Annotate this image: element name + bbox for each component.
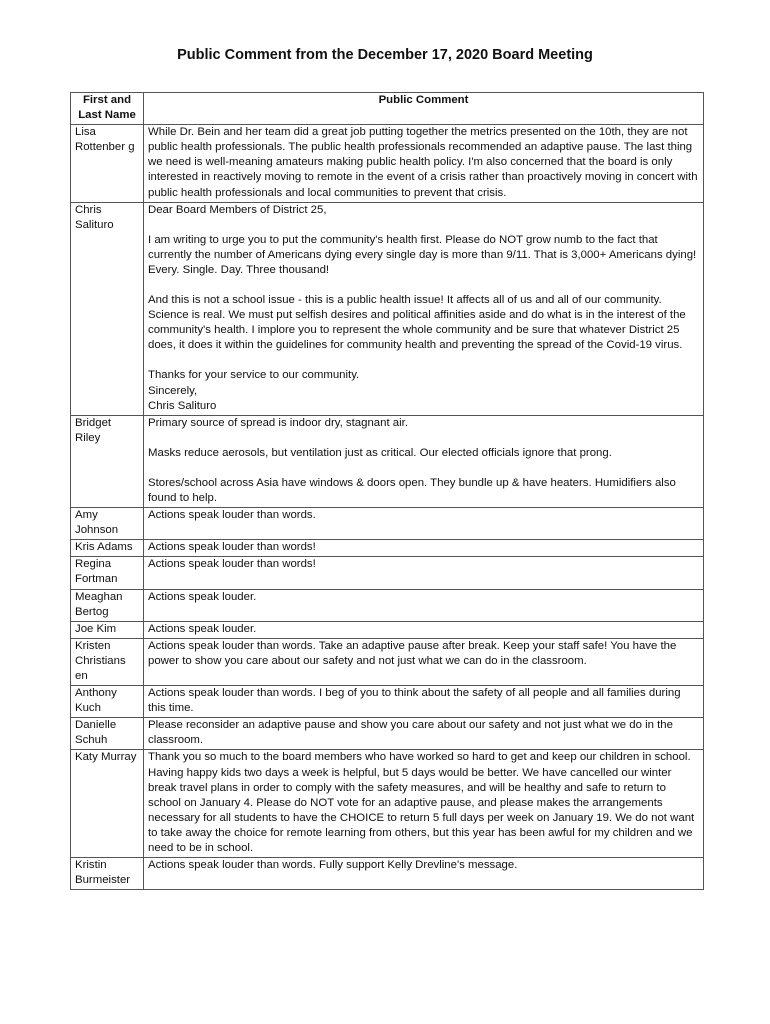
comment-text xyxy=(144,686,704,718)
comment-text xyxy=(144,202,704,415)
comment-text xyxy=(144,125,704,202)
comment-text xyxy=(144,718,704,750)
header-name: First and Last Name xyxy=(71,93,144,125)
commenter-name: Lisa Rottenber g xyxy=(71,125,144,202)
comment-paragraph: Thank you so much to the board members who have worked so hard to get and keep our children in school. Having happy kids two days a week is helpful, but 5 days would be better. We have cancelled our winter break travel plans in order to comply with the safety measures, and will be healthy and safe to return to school on January 4. Please do NOT vote for an adaptive pause, and please makes the arrangements necessary for all students to have the CHOICE to return 5 full days per week on January 19. We do not want to take away the choice for remote learning from others, but this year has been awful for my children and we need to be in school. xyxy=(148,751,695,855)
commenter-name: Joe Kim xyxy=(71,621,144,638)
comment-text xyxy=(144,589,704,621)
comment-paragraph: Actions speak louder. xyxy=(148,590,257,603)
comment-text xyxy=(144,638,704,685)
commenter-name: Kristen Christians en xyxy=(71,638,144,685)
document-title: Public Comment from the December 17, 2020 Board Meeting xyxy=(177,47,593,63)
comment-paragraph: And this is not a school issue - this is a public health issue! It affects all of us and all of our community. Science is real. We must put selfish desires and political affinities aside and do what is in the interest of the community's health. I implore you to represent the whole community and be sure that whatever District 25 does, it does it within the guidelines for community health and preventing the spread of the Covid-19 virus. xyxy=(148,294,686,352)
comment-paragraph: Actions speak louder. xyxy=(148,622,257,635)
comment-text xyxy=(144,415,704,507)
comment-paragraph: Dear Board Members of District 25, xyxy=(148,203,327,216)
comment-text xyxy=(144,621,704,638)
comment-paragraph: Actions speak louder than words. xyxy=(148,509,316,522)
table-row xyxy=(71,686,704,718)
table-row xyxy=(71,508,704,540)
table-row xyxy=(71,589,704,621)
comment-paragraph: Actions speak louder than words! xyxy=(148,558,316,571)
comment-paragraph: Stores/school across Asia have windows & doors open. They bundle up & have heaters. Humidifiers also found to help. xyxy=(148,476,676,504)
comment-text xyxy=(144,508,704,540)
table-row xyxy=(71,858,704,890)
table-row xyxy=(71,621,704,638)
table-row xyxy=(71,750,704,858)
commenter-name: Bridget Riley xyxy=(71,415,144,507)
commenter-name: Danielle Schuh xyxy=(71,718,144,750)
comment-paragraph: Masks reduce aerosols, but ventilation just as critical. Our elected officials ignore that prong. xyxy=(148,446,612,459)
commenter-name: Meaghan Bertog xyxy=(71,589,144,621)
comment-paragraph: Please reconsider an adaptive pause and show you care about our safety and not just what we do in the classroom. xyxy=(148,719,673,747)
table-row xyxy=(71,718,704,750)
comment-paragraph: Actions speak louder than words! xyxy=(148,541,316,554)
commenter-name: Regina Fortman xyxy=(71,557,144,589)
commenter-name: Anthony Kuch xyxy=(71,686,144,718)
comment-paragraph: I am writing to urge you to put the community's health first. Please do NOT grow numb to the fact that currently the number of Americans dying every single day is more than 9/11. That is 3,000+ Americans dying! Every. Single. Day. Three thousand! xyxy=(148,233,697,276)
table-row xyxy=(71,415,704,507)
comment-text xyxy=(144,540,704,557)
table-row xyxy=(71,540,704,557)
comment-paragraph: While Dr. Bein and her team did a great job putting together the metrics presented on the 10th, they are not public health professionals. The public health professionals recommended an adaptive pause. The last thing we need is well-meaning amateurs making public health policy. I'm also concerned that the board is only interested in reactively moving to remote in the event of a crisis rather than proactively moving in concert with public health professionals and local communities to prevent that crisis. xyxy=(148,126,698,199)
table-row xyxy=(71,638,704,685)
comment-paragraph: Actions speak louder than words. Fully support Kelly Drevline's message. xyxy=(148,859,518,872)
public-comment-table xyxy=(70,92,704,890)
table-row xyxy=(71,125,704,202)
comment-paragraph: Actions speak louder than words. I beg of you to think about the safety of all people and all families during this time. xyxy=(148,687,681,715)
table-header-row xyxy=(71,93,704,125)
comment-text xyxy=(144,750,704,858)
commenter-name: Katy Murray xyxy=(71,750,144,858)
comment-paragraph: Thanks for your service to our community. Sincerely, Chris Salituro xyxy=(148,369,360,412)
comment-text xyxy=(144,858,704,890)
commenter-name: Kristin Burmeister xyxy=(71,858,144,890)
comment-text xyxy=(144,557,704,589)
header-comment: Public Comment xyxy=(144,93,704,125)
commenter-name: Kris Adams xyxy=(71,540,144,557)
table-row xyxy=(71,202,704,415)
commenter-name: Chris Salituro xyxy=(71,202,144,415)
table-row xyxy=(71,557,704,589)
commenter-name: Amy Johnson xyxy=(71,508,144,540)
comment-paragraph: Actions speak louder than words. Take an adaptive pause after break. Keep your staff safe! You have the power to show you care about our safety and not just what we can do in the classroom. xyxy=(148,639,677,667)
comment-paragraph: Primary source of spread is indoor dry, stagnant air. xyxy=(148,416,408,429)
table-body xyxy=(71,125,704,890)
